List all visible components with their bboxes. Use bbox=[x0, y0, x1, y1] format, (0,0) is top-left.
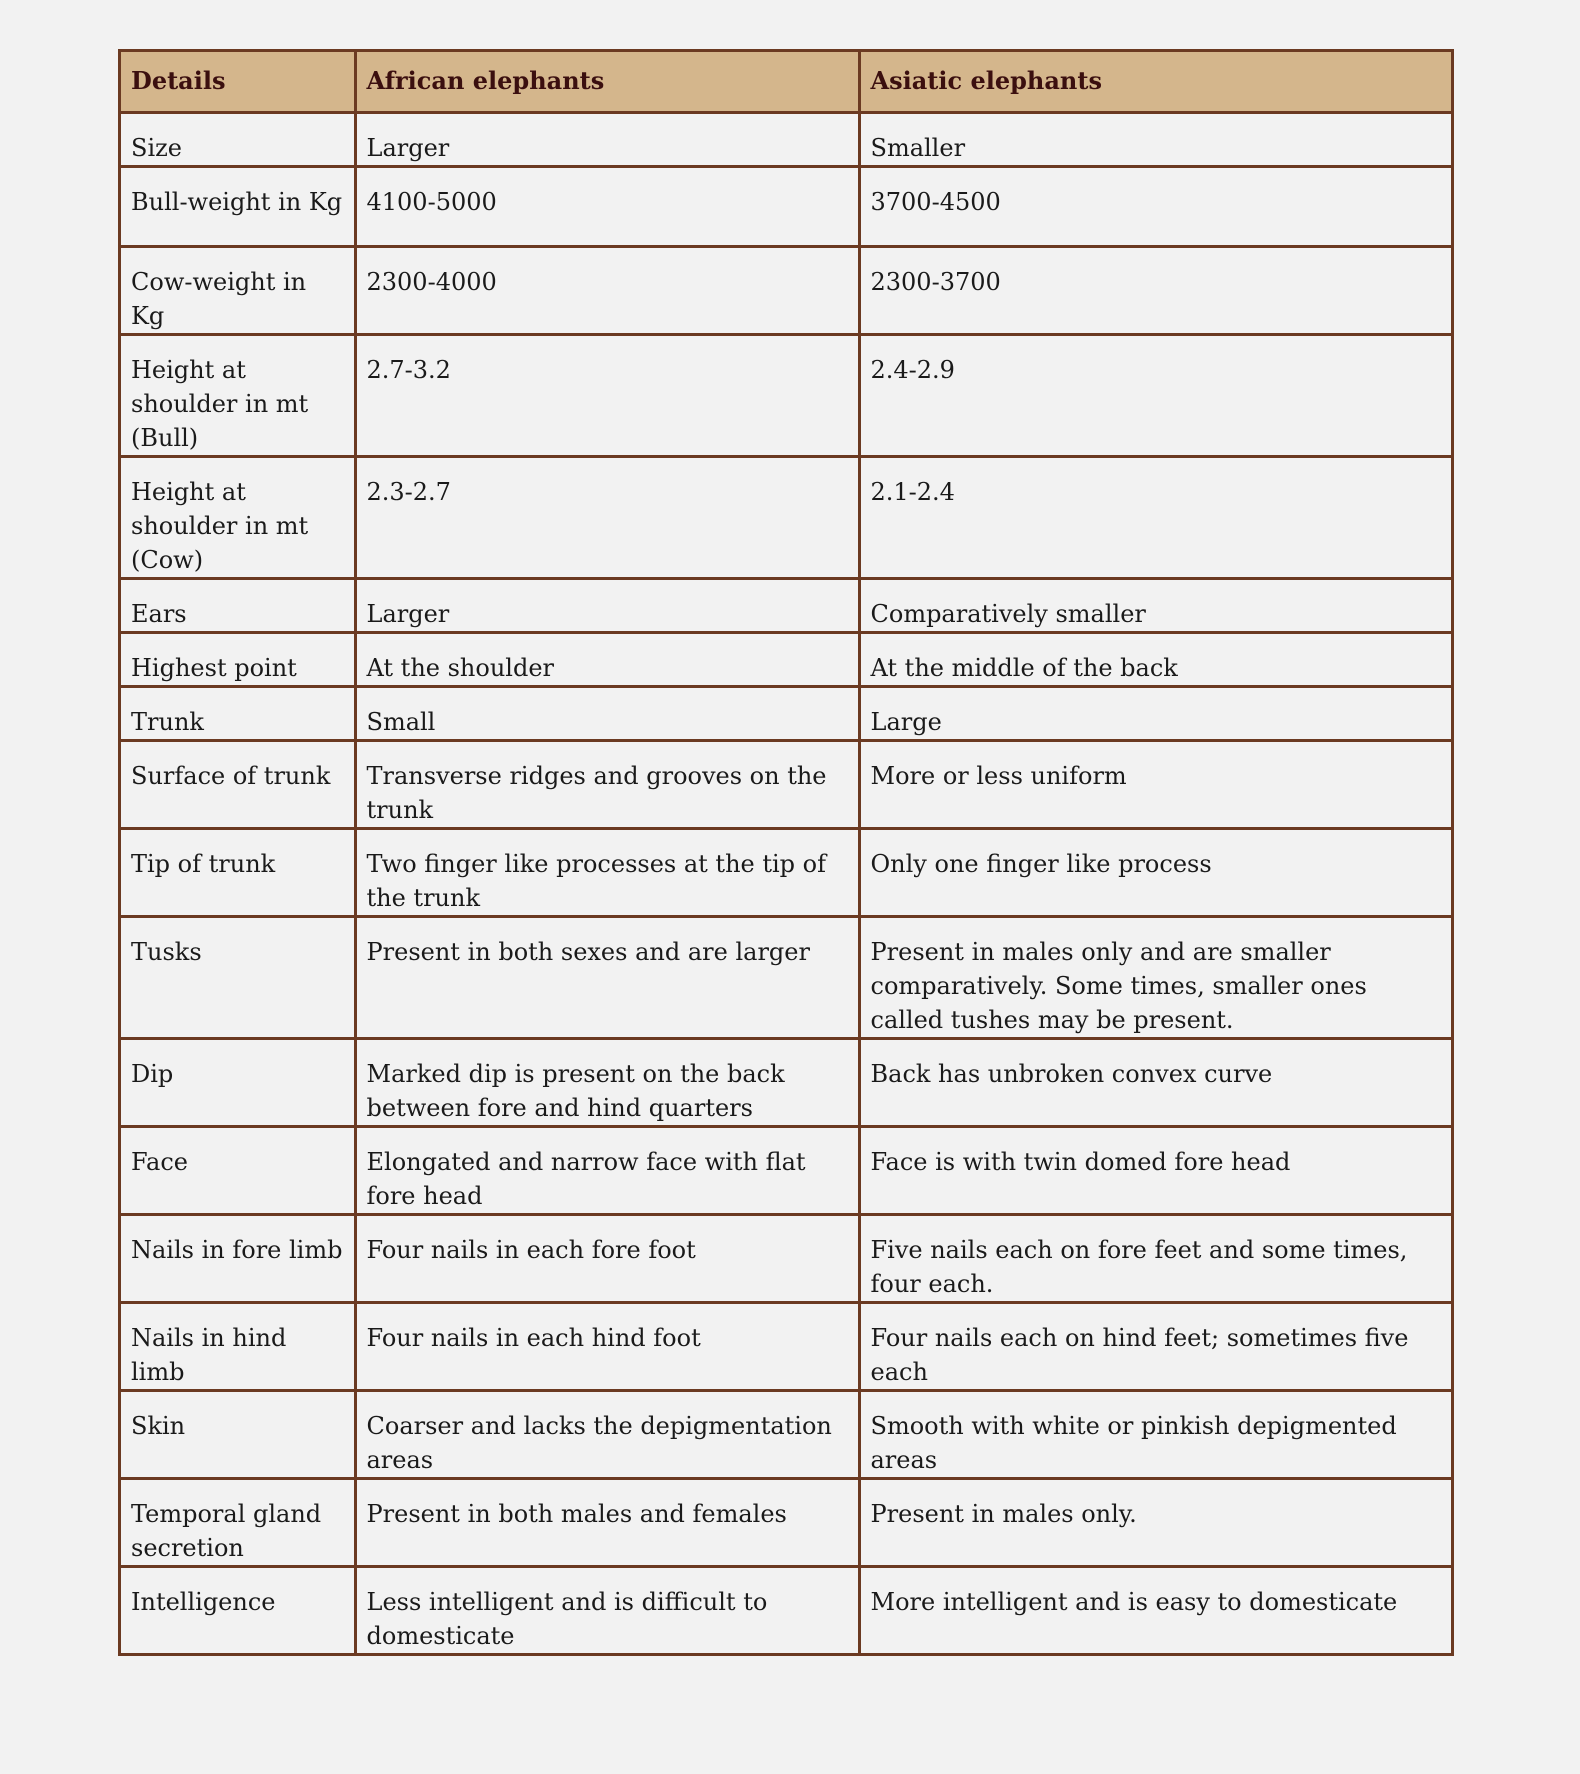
cell-detail: Dip bbox=[121, 1038, 355, 1126]
cell-detail: Height at shoulder in mt (Bull) bbox=[121, 334, 355, 456]
cell-detail: Nails in hind limb bbox=[121, 1302, 355, 1390]
cell-asiatic: More intelligent and is easy to domesticate bbox=[859, 1566, 1451, 1653]
cell-asiatic: 2300-3700 bbox=[859, 246, 1451, 334]
cell-detail: Cow-weight in Kg bbox=[121, 246, 355, 334]
cell-african: Transverse ridges and grooves on the trunk bbox=[355, 740, 859, 828]
cell-african: Larger bbox=[355, 578, 859, 632]
cell-detail: Face bbox=[121, 1126, 355, 1214]
cell-asiatic: 2.1-2.4 bbox=[859, 456, 1451, 578]
cell-detail: Nails in fore limb bbox=[121, 1214, 355, 1302]
cell-african: Four nails in each fore foot bbox=[355, 1214, 859, 1302]
cell-detail: Intelligence bbox=[121, 1566, 355, 1653]
table-row bbox=[121, 1566, 1451, 1653]
cell-detail: Skin bbox=[121, 1390, 355, 1478]
header-details: Details bbox=[121, 52, 355, 112]
cell-african: Less intelligent and is difficult to domesticate bbox=[355, 1566, 859, 1653]
cell-african: 2.7-3.2 bbox=[355, 334, 859, 456]
cell-detail: Bull-weight in Kg bbox=[121, 166, 355, 246]
cell-asiatic: Face is with twin domed fore head bbox=[859, 1126, 1451, 1214]
table-body bbox=[121, 112, 1451, 1653]
cell-asiatic: 2.4-2.9 bbox=[859, 334, 1451, 456]
table-row bbox=[121, 916, 1451, 1038]
table-row bbox=[121, 1390, 1451, 1478]
cell-detail: Ears bbox=[121, 578, 355, 632]
cell-detail: Trunk bbox=[121, 686, 355, 740]
cell-asiatic: Five nails each on fore feet and some times, four each. bbox=[859, 1214, 1451, 1302]
table-row bbox=[121, 1038, 1451, 1126]
table-row bbox=[121, 246, 1451, 334]
cell-detail: Height at shoulder in mt (Cow) bbox=[121, 456, 355, 578]
cell-african: Present in both sexes and are larger bbox=[355, 916, 859, 1038]
table-row bbox=[121, 1478, 1451, 1566]
table-row bbox=[121, 456, 1451, 578]
cell-african: Four nails in each hind foot bbox=[355, 1302, 859, 1390]
cell-asiatic: Present in males only. bbox=[859, 1478, 1451, 1566]
cell-asiatic: Four nails each on hind feet; sometimes five each bbox=[859, 1302, 1451, 1390]
cell-asiatic: More or less uniform bbox=[859, 740, 1451, 828]
cell-detail: Surface of trunk bbox=[121, 740, 355, 828]
cell-african: Coarser and lacks the depigmentation areas bbox=[355, 1390, 859, 1478]
table-row bbox=[121, 740, 1451, 828]
cell-detail: Highest point bbox=[121, 632, 355, 686]
cell-african: Larger bbox=[355, 112, 859, 166]
cell-african: 2300-4000 bbox=[355, 246, 859, 334]
cell-asiatic: Back has unbroken convex curve bbox=[859, 1038, 1451, 1126]
cell-asiatic: Only one finger like process bbox=[859, 828, 1451, 916]
cell-african: 4100-5000 bbox=[355, 166, 859, 246]
table-row bbox=[121, 1126, 1451, 1214]
table-row bbox=[121, 828, 1451, 916]
cell-african: Elongated and narrow face with flat fore head bbox=[355, 1126, 859, 1214]
table-row bbox=[121, 632, 1451, 686]
cell-african: Two finger like processes at the tip of the trunk bbox=[355, 828, 859, 916]
cell-asiatic: Smooth with white or pinkish depigmented areas bbox=[859, 1390, 1451, 1478]
header-asiatic: Asiatic elephants bbox=[859, 52, 1451, 112]
cell-african: At the shoulder bbox=[355, 632, 859, 686]
cell-african: Marked dip is present on the back between fore and hind quarters bbox=[355, 1038, 859, 1126]
header-african: African elephants bbox=[355, 52, 859, 112]
table-row bbox=[121, 1214, 1451, 1302]
cell-asiatic: 3700-4500 bbox=[859, 166, 1451, 246]
cell-african: 2.3-2.7 bbox=[355, 456, 859, 578]
cell-african: Small bbox=[355, 686, 859, 740]
cell-asiatic: Large bbox=[859, 686, 1451, 740]
comparison-table-container bbox=[118, 49, 1454, 1656]
table-row bbox=[121, 334, 1451, 456]
table-row bbox=[121, 112, 1451, 166]
cell-detail: Size bbox=[121, 112, 355, 166]
cell-asiatic: Smaller bbox=[859, 112, 1451, 166]
table-row bbox=[121, 166, 1451, 246]
cell-detail: Tusks bbox=[121, 916, 355, 1038]
cell-detail: Tip of trunk bbox=[121, 828, 355, 916]
cell-asiatic: Comparatively smaller bbox=[859, 578, 1451, 632]
cell-asiatic: At the middle of the back bbox=[859, 632, 1451, 686]
table-row bbox=[121, 1302, 1451, 1390]
cell-african: Present in both males and females bbox=[355, 1478, 859, 1566]
table-header-row bbox=[121, 52, 1451, 112]
cell-asiatic: Present in males only and are smaller comparatively. Some times, smaller ones called tushes may be present. bbox=[859, 916, 1451, 1038]
cell-detail: Temporal gland secretion bbox=[121, 1478, 355, 1566]
table-row bbox=[121, 686, 1451, 740]
elephant-comparison-table bbox=[121, 52, 1451, 1653]
table-row bbox=[121, 578, 1451, 632]
